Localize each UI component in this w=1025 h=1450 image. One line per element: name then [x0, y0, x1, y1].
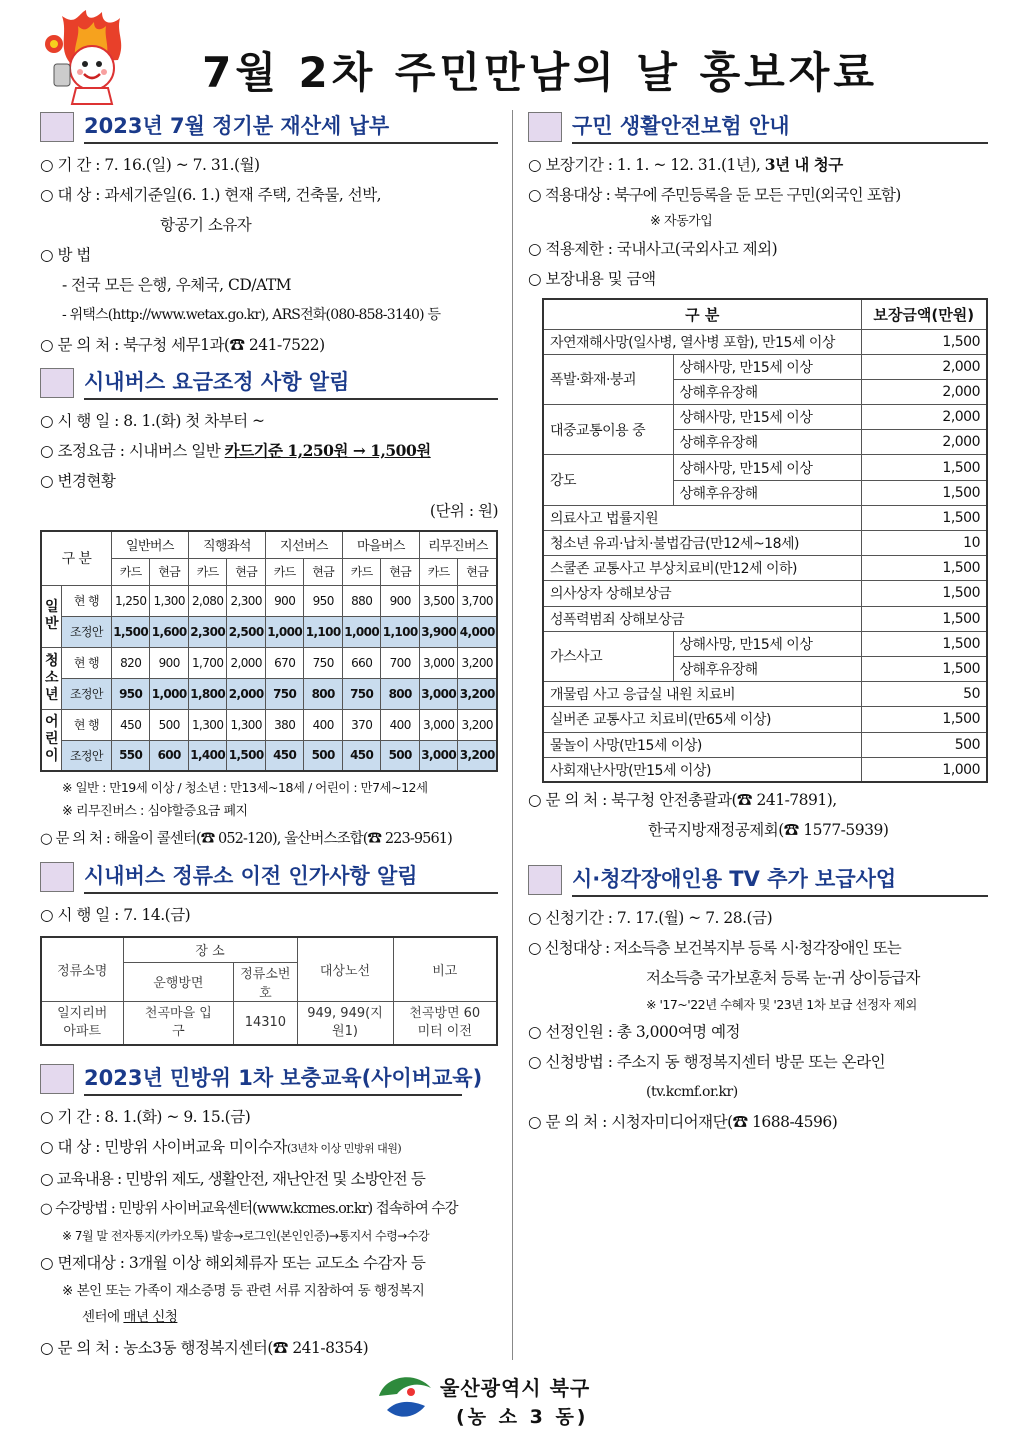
ins-item: 사회재난사망(만15세 이상) [543, 757, 861, 782]
tax-method-2: - 위택스(http://www.wetax.go.kr), ARS전화(080-858-3140) 등 [62, 307, 441, 323]
fare-subheader-cash: 현금 [458, 558, 497, 585]
fare-cell: 3,200 [458, 678, 497, 709]
ins-period-text: ○ 보장기간 : 1. 1. ~ 12. 31.(1년), [528, 156, 765, 174]
tv-target: ○ 신청대상 : 저소득층 보건복지부 등록 시·청각장애인 또는 [528, 939, 901, 958]
fare-cell: 900 [381, 585, 420, 616]
section-underline [572, 895, 988, 897]
ins-sub-item: 상해사망, 만15세 이상 [673, 405, 861, 430]
footer-org: 울산광역시 북구 [440, 1376, 591, 1400]
right-column [528, 108, 988, 1137]
stop-note: 천곡방면 60미터 이전 [393, 1001, 497, 1045]
fare-cell: 1,400 [188, 740, 227, 771]
stop-date: ○ 시 행 일 : 7. 14.(금) [40, 906, 191, 924]
cd-target-sub: (3년차 이상 민방위 대원) [286, 1142, 402, 1155]
ins-amount: 1,500 [861, 480, 987, 505]
stop-route: 949, 949(지원1) [297, 1001, 393, 1045]
stop-header-route: 대상노선 [297, 937, 393, 1001]
stop-direction: 천곡마을 입구 [123, 1001, 234, 1045]
ins-sub-item: 상해사망, 만15세 이상 [673, 354, 861, 379]
ins-amount: 1,000 [861, 757, 987, 782]
ins-amount: 2,000 [861, 430, 987, 455]
ins-header-amount: 보장금액(만원) [861, 299, 987, 329]
tv-target-note: ※ '17~'22년 수혜자 및 '23년 1차 보급 선정자 제외 [646, 997, 917, 1013]
fare-cell: 550 [111, 740, 150, 771]
fare-header-type: 일반버스 [111, 531, 188, 558]
fare-group-label: 어린이 [41, 709, 61, 771]
fare-subheader-card: 카드 [188, 558, 227, 585]
ins-item: 실버존 교통사고 치료비(만65세 이상) [543, 707, 861, 732]
fare-cell: 1,600 [150, 616, 189, 647]
ins-sub-item: 상해후유장해 [673, 656, 861, 681]
stop-name: 일지리버 아파트 [41, 1001, 123, 1045]
fare-cell: 3,900 [419, 616, 458, 647]
fare-group-label: 일반 [41, 585, 61, 647]
flame-mascot-icon [40, 8, 135, 108]
ins-sub-item: 상해사망, 만15세 이상 [673, 455, 861, 480]
ins-item: 개물림 사고 응급실 내원 치료비 [543, 682, 861, 707]
fare-cell: 3,200 [458, 740, 497, 771]
fare-cell: 380 [265, 709, 304, 740]
cd-target-text: ○ 대 상 : 민방위 사이버교육 미이수자 [40, 1138, 287, 1156]
fare-cell: 800 [304, 678, 343, 709]
fare-cell: 2,300 [188, 616, 227, 647]
fare-cell: 3,000 [419, 740, 458, 771]
ins-amount: 1,500 [861, 656, 987, 681]
tax-contact: ○ 문 의 처 : 북구청 세무1과(☎ 241-7522) [40, 336, 325, 354]
fare-subheader-card: 카드 [342, 558, 381, 585]
fare-subheader-cash: 현금 [381, 558, 420, 585]
ins-item: 스쿨존 교통사고 부상치료비(만12세 이하) [543, 556, 861, 581]
section-marker [40, 112, 74, 142]
fare-cell: 2,300 [227, 585, 266, 616]
ins-group: 강도 [543, 455, 673, 505]
ins-group: 가스사고 [543, 631, 673, 681]
cd-exempt-note-cont [40, 1305, 498, 1329]
fare-row-label: 조정안 [61, 740, 111, 771]
fare-row [41, 585, 497, 616]
fare-cell: 1,300 [227, 709, 266, 740]
ins-amount: 1,500 [861, 505, 987, 530]
fare-cell: 400 [381, 709, 420, 740]
section-underline [84, 1094, 462, 1096]
ins-sub-item: 상해후유장해 [673, 480, 861, 505]
fare-note-ages: ※ 일반 : 만19세 이상 / 청소년 : 만13세~18세 / 어린이 : 만7세~12세 [62, 780, 428, 795]
fare-header-type: 마을버스 [342, 531, 419, 558]
fare-header-type: 직행좌석 [188, 531, 265, 558]
cd-method-note: ※ 7월 말 전자통지(카카오톡) 발송→로그인(본인인증)→통지서 수령→수강 [62, 1229, 430, 1243]
fare-cell: 4,000 [458, 616, 497, 647]
ins-amount: 500 [861, 732, 987, 757]
fare-status: ○ 변경현황 [40, 472, 116, 490]
fare-cell: 450 [111, 709, 150, 740]
fare-cell: 500 [381, 740, 420, 771]
fare-cell: 2,000 [227, 647, 266, 678]
fare-subheader-cash: 현금 [304, 558, 343, 585]
ins-amount: 2,000 [861, 379, 987, 404]
fare-row-label: 조정안 [61, 616, 111, 647]
cd-exempt-note-text: 센터에 [82, 1309, 124, 1325]
fare-row [41, 740, 497, 771]
fare-cell: 900 [265, 585, 304, 616]
fare-cell: 700 [381, 647, 420, 678]
ins-item: 물놀이 사망(만15세 이상) [543, 732, 861, 757]
fare-date: ○ 시 행 일 : 8. 1.(화) 첫 차부터 ~ [40, 412, 265, 430]
ins-item: 성폭력범죄 상해보상금 [543, 606, 861, 631]
fare-cell: 1,800 [188, 678, 227, 709]
tax-method: ○ 방 법 [40, 246, 91, 264]
fare-cell: 950 [111, 678, 150, 709]
ins-amount: 1,500 [861, 329, 987, 354]
ins-sub-item: 상해사망, 만15세 이상 [673, 631, 861, 656]
fare-cell: 2,080 [188, 585, 227, 616]
fare-row [41, 678, 497, 709]
cd-contact: ○ 문 의 처 : 농소3동 행정복지센터(☎ 241-8354) [40, 1339, 369, 1357]
fare-subheader-cash: 현금 [150, 558, 189, 585]
ins-coverage: ○ 보장내용 및 금액 [528, 270, 656, 288]
section-underline [572, 142, 988, 144]
fare-row-label: 현 행 [61, 585, 111, 616]
fare-cell: 660 [342, 647, 381, 678]
insurance-table [542, 298, 988, 783]
stop-header-number: 정류소번호 [234, 962, 297, 1001]
left-column [40, 108, 498, 1363]
fare-group-label: 청소년 [41, 647, 61, 709]
ins-target: ○ 적용대상 : 북구에 주민등록을 둔 모든 구민(외국인 포함) [528, 186, 901, 204]
fare-row [41, 709, 497, 740]
fare-row [41, 616, 497, 647]
ins-group: 폭발·화재·붕괴 [543, 354, 673, 404]
ins-amount: 1,500 [861, 556, 987, 581]
fare-cell: 1,000 [150, 678, 189, 709]
ins-header-gubun: 구 분 [543, 299, 861, 329]
section-marker [40, 862, 74, 892]
cd-content: ○ 교육내용 : 민방위 제도, 생활안전, 재난안전 및 소방안전 등 [40, 1170, 425, 1188]
cd-target [40, 1132, 498, 1164]
ins-contact-cont: 한국지방재정공제회(☎ 1577-5939) [648, 821, 889, 840]
ins-amount: 50 [861, 682, 987, 707]
ins-sub-item: 상해후유장해 [673, 379, 861, 404]
tv-contact: ○ 문 의 처 : 시청자미디어재단(☎ 1688-4596) [528, 1113, 838, 1132]
fare-cell: 750 [304, 647, 343, 678]
fare-cell: 880 [342, 585, 381, 616]
fare-contact: ○ 문 의 처 : 해울이 콜센터(☎ 052-120), 울산버스조합(☎ 223-9561) [40, 831, 452, 847]
section-header-property-tax [40, 108, 498, 144]
bukgu-logo-icon [375, 1370, 435, 1428]
fare-row-label: 현 행 [61, 709, 111, 740]
fare-cell: 400 [304, 709, 343, 740]
tv-method: ○ 신청방법 : 주소지 동 행정복지센터 방문 또는 온라인 [528, 1053, 886, 1072]
section-header-civil-defense [40, 1060, 498, 1096]
section-marker [528, 112, 562, 142]
fare-adjust-label: ○ 조정요금 : 시내버스 일반 [40, 442, 225, 460]
fare-cell: 450 [265, 740, 304, 771]
section-marker [528, 865, 562, 895]
section-title: 2023년 7월 정기분 재산세 납부 [84, 114, 390, 138]
fare-cell: 950 [304, 585, 343, 616]
section-header-bus-stop [40, 858, 498, 894]
section-marker [40, 1064, 74, 1094]
tax-period: ○ 기 간 : 7. 16.(일) ~ 7. 31.(월) [40, 156, 260, 174]
ins-period [528, 150, 988, 180]
fare-row-label: 조정안 [61, 678, 111, 709]
ins-amount: 10 [861, 531, 987, 556]
fare-subheader-card: 카드 [111, 558, 150, 585]
bus-stop-table [40, 936, 498, 1046]
section-title: 시내버스 정류소 이전 인가사항 알림 [84, 864, 418, 888]
fare-cell: 800 [381, 678, 420, 709]
fare-cell: 500 [150, 709, 189, 740]
fare-cell: 900 [150, 647, 189, 678]
section-header-insurance [528, 108, 988, 144]
fare-cell: 1,700 [188, 647, 227, 678]
section-title: 구민 생활안전보험 안내 [572, 114, 790, 138]
cd-period: ○ 기 간 : 8. 1.(화) ~ 9. 15.(금) [40, 1108, 251, 1126]
ins-amount: 1,500 [861, 581, 987, 606]
fare-cell: 3,000 [419, 709, 458, 740]
fare-note-limousine: ※ 리무진버스 : 심야할증요금 폐지 [62, 804, 248, 819]
fare-cell: 3,000 [419, 647, 458, 678]
stop-header-place: 장 소 [123, 937, 297, 962]
ins-limit: ○ 적용제한 : 국내사고(국외사고 제외) [528, 240, 778, 258]
ins-item: 의료사고 법률지원 [543, 505, 861, 530]
section-title: 시내버스 요금조정 사항 알림 [84, 370, 350, 394]
section-underline [84, 892, 498, 894]
fare-row [41, 647, 497, 678]
fare-header-type: 리무진버스 [419, 531, 497, 558]
cd-method: ○ 수강방법 : 민방위 사이버교육센터(www.kcmes.or.kr) 접속하여 수강 [40, 1201, 458, 1217]
ins-period-emph: 3년 내 청구 [764, 155, 843, 174]
ins-amount: 2,000 [861, 354, 987, 379]
ins-item: 청소년 유괴·납치·불법감금(만12세~18세) [543, 531, 861, 556]
ins-item: 의사상자 상해보상금 [543, 581, 861, 606]
fare-cell: 820 [111, 647, 150, 678]
fare-table [40, 530, 498, 772]
stop-header-note: 비고 [393, 937, 497, 1001]
fare-cell: 1,100 [304, 616, 343, 647]
ins-amount: 1,500 [861, 455, 987, 480]
tax-method-1: - 전국 모든 은행, 우체국, CD/ATM [62, 276, 292, 294]
ins-amount: 2,000 [861, 405, 987, 430]
section-header-tv-support [528, 861, 988, 897]
section-marker [40, 368, 74, 398]
fare-cell: 750 [342, 678, 381, 709]
fare-adjust [40, 436, 498, 466]
fare-cell: 3,700 [458, 585, 497, 616]
ins-amount: 1,500 [861, 707, 987, 732]
ins-item: 자연재해사망(일사병, 열사병 포함), 만15세 이상 [543, 329, 861, 354]
fare-cell: 3,500 [419, 585, 458, 616]
tv-method-url: (tv.kcmf.or.kr) [646, 1084, 738, 1101]
fare-cell: 750 [265, 678, 304, 709]
tax-target-cont: 항공기 소유자 [160, 216, 252, 234]
ins-amount: 1,500 [861, 631, 987, 656]
fare-cell: 1,500 [111, 616, 150, 647]
fare-cell: 1,100 [381, 616, 420, 647]
fare-subheader-cash: 현금 [227, 558, 266, 585]
column-divider [512, 110, 513, 1360]
fare-cell: 1,300 [150, 585, 189, 616]
fare-cell: 3,000 [419, 678, 458, 709]
fare-cell: 2,000 [227, 678, 266, 709]
stop-header-direction: 운행방면 [123, 962, 234, 1001]
ins-contact: ○ 문 의 처 : 북구청 안전총괄과(☎ 241-7891), [528, 791, 837, 810]
section-title: 2023년 민방위 1차 보충교육(사이버교육) [84, 1066, 483, 1090]
fare-cell: 3,200 [458, 709, 497, 740]
fare-cell: 1,000 [265, 616, 304, 647]
section-underline [84, 398, 498, 400]
cd-exempt-note: ※ 본인 또는 가족이 재소증명 등 관련 서류 지참하여 동 행정복지 [62, 1283, 425, 1299]
fare-cell: 3,200 [458, 647, 497, 678]
fare-unit: (단위 : 원) [429, 502, 498, 520]
ins-sub-item: 상해후유장해 [673, 430, 861, 455]
page-title: 7월 2차 주민만남의 날 홍보자료 [202, 48, 878, 97]
fare-cell: 370 [342, 709, 381, 740]
tax-target: ○ 대 상 : 과세기준일(6. 1.) 현재 주택, 건축물, 선박, [40, 186, 382, 204]
fare-row-label: 현 행 [61, 647, 111, 678]
tv-period: ○ 신청기간 : 7. 17.(월) ~ 7. 28.(금) [528, 909, 773, 928]
cd-exempt-note-emph: 매년 신청 [123, 1309, 178, 1325]
tv-target-cont: 저소득층 국가보훈처 등록 눈·귀 상이등급자 [646, 969, 920, 988]
section-header-bus-fare [40, 364, 498, 400]
fare-cell: 1,300 [188, 709, 227, 740]
ins-target-note: ※ 자동가입 [650, 214, 713, 229]
fare-cell: 600 [150, 740, 189, 771]
ins-amount: 1,500 [861, 606, 987, 631]
ins-group: 대중교통이용 중 [543, 405, 673, 455]
section-title: 시·청각장애인용 TV 추가 보급사업 [572, 867, 897, 892]
stop-number: 14310 [234, 1001, 297, 1045]
fare-cell: 500 [304, 740, 343, 771]
cd-exempt: ○ 면제대상 : 3개월 이상 해외체류자 또는 교도소 수감자 등 [40, 1254, 426, 1272]
stop-header-name: 정류소명 [41, 937, 123, 1001]
section-underline [84, 142, 498, 144]
fare-header-gubun: 구 분 [41, 531, 111, 585]
fare-cell: 2,500 [227, 616, 266, 647]
fare-header-type: 지선버스 [265, 531, 342, 558]
fare-cell: 1,250 [111, 585, 150, 616]
tv-count: ○ 선정인원 : 총 3,000여명 예정 [528, 1023, 741, 1042]
fare-cell: 450 [342, 740, 381, 771]
fare-adjust-value: 카드기준 1,250원 → 1,500원 [224, 441, 431, 460]
fare-cell: 670 [265, 647, 304, 678]
fare-subheader-card: 카드 [419, 558, 458, 585]
fare-subheader-card: 카드 [265, 558, 304, 585]
fare-cell: 1,500 [227, 740, 266, 771]
fare-cell: 1,000 [342, 616, 381, 647]
footer-dept: (농 소 3 동) [456, 1406, 589, 1428]
